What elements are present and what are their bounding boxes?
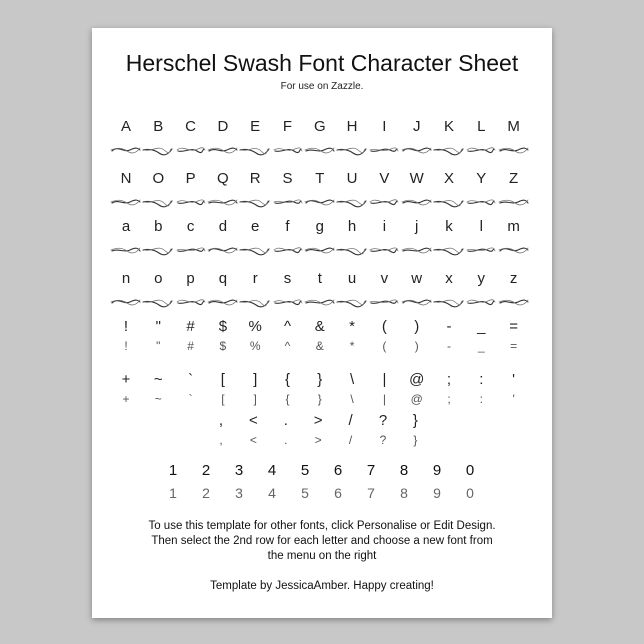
character-glyph: ; (446, 371, 452, 388)
swash-stroke (434, 149, 463, 155)
sample-font-glyph[interactable]: _ (477, 339, 485, 353)
character-glyph: > (313, 412, 323, 429)
swash-stroke (143, 249, 172, 255)
character-glyph: P (185, 170, 196, 187)
sample-font-glyph[interactable]: ' (512, 392, 515, 406)
character-glyph: V (379, 170, 390, 187)
character-glyph: | (382, 371, 387, 388)
swash-stroke (499, 248, 528, 253)
swash-stroke (208, 248, 237, 253)
sample-font-glyph[interactable]: + (122, 392, 130, 406)
swash-stroke (208, 148, 237, 153)
character-glyph: F (282, 118, 293, 135)
character-glyph: j (415, 218, 419, 235)
swash-stroke (143, 149, 172, 155)
character-glyph: 8 (399, 462, 409, 479)
swash-stroke (337, 201, 366, 207)
swash-sample-glyph[interactable] (272, 144, 304, 156)
character-glyph: \ (350, 371, 355, 388)
character-glyph: = (509, 318, 518, 335)
swash-sample-glyph[interactable] (433, 244, 465, 256)
sample-font-glyph[interactable]: 2 (202, 485, 210, 501)
swash-sample-glyph[interactable] (207, 196, 239, 208)
swash-stroke (111, 200, 140, 205)
character-glyph: D (217, 118, 229, 135)
character-glyph: ~ (153, 371, 163, 388)
swash-stroke (468, 301, 494, 305)
swash-sample-glyph[interactable] (175, 196, 207, 208)
character-glyph: " (155, 318, 161, 335)
character-glyph: ' (512, 371, 516, 388)
character-glyph: ) (414, 318, 420, 335)
character-glyph: k (445, 218, 453, 235)
swash-sample-glyph[interactable] (336, 244, 368, 256)
character-glyph: ` (188, 371, 194, 388)
character-glyph: Z (509, 170, 519, 187)
sample-font-glyph[interactable]: 8 (400, 485, 408, 501)
character-glyph: 6 (333, 462, 343, 479)
sample-font-glyph[interactable]: " (156, 339, 161, 353)
sample-font-glyph[interactable]: 5 (301, 485, 309, 501)
sample-font-glyph[interactable]: [ (221, 392, 225, 406)
swash-stroke (178, 149, 204, 153)
swash-sample-glyph[interactable] (401, 196, 433, 208)
sample-font-glyph[interactable]: $ (219, 339, 227, 353)
swash-stroke (111, 148, 140, 153)
character-glyph: a (121, 218, 131, 235)
swash-stroke (178, 301, 204, 305)
character-glyph: d (218, 218, 228, 235)
swash-sample-glyph[interactable] (239, 144, 271, 156)
character-glyph: K (443, 118, 454, 135)
sample-font-glyph[interactable]: @ (410, 392, 423, 406)
sample-font-glyph[interactable]: = (510, 339, 518, 353)
swash-sample-glyph[interactable] (175, 244, 207, 256)
character-glyph: z (509, 270, 518, 287)
character-glyph: + (121, 371, 131, 388)
sample-font-glyph[interactable]: 1 (169, 485, 177, 501)
sample-font-glyph[interactable]: 3 (235, 485, 243, 501)
character-glyph: / (348, 412, 353, 429)
character-glyph: o (154, 270, 163, 287)
swash-sample-glyph[interactable] (368, 296, 400, 308)
character-glyph: q (218, 270, 228, 287)
swash-sample-glyph[interactable] (498, 144, 530, 156)
swash-sample-glyph[interactable] (465, 196, 497, 208)
page-title: Herschel Swash Font Character Sheet (125, 50, 519, 76)
swash-stroke (337, 301, 366, 307)
sample-font-glyph[interactable]: } (317, 392, 322, 406)
instructions-line: Then select the 2nd row for each letter and choose a new font from (151, 535, 493, 547)
character-glyph: 4 (267, 462, 277, 479)
swash-sample-glyph[interactable] (401, 244, 433, 256)
sample-font-glyph[interactable]: 4 (268, 485, 276, 501)
template-credit: Template by JessicaAmber. Happy creating! (210, 580, 434, 592)
swash-sample-glyph[interactable] (368, 196, 400, 208)
swash-sample-glyph[interactable] (433, 144, 465, 156)
swash-stroke (370, 200, 398, 203)
character-glyph: 2 (201, 462, 211, 479)
swash-sample-glyph[interactable] (336, 196, 368, 208)
character-glyph: E (250, 118, 261, 135)
swash-sample-glyph[interactable] (401, 296, 433, 308)
swash-stroke (305, 200, 334, 205)
character-glyph: * (349, 318, 356, 335)
swash-sample-glyph[interactable] (304, 296, 336, 308)
character-glyph: C (185, 118, 197, 135)
swash-sample-glyph[interactable] (433, 296, 465, 308)
character-glyph: W (409, 170, 424, 187)
sample-font-glyph[interactable]: { (285, 392, 290, 406)
character-glyph: & (314, 318, 325, 335)
instructions-line: To use this template for other fonts, click Personalise or Edit Design. (148, 520, 496, 532)
sample-font-glyph[interactable]: - (447, 339, 451, 353)
swash-sample-glyph[interactable] (110, 244, 142, 256)
character-glyph: @ (409, 371, 425, 388)
character-glyph: 5 (300, 462, 310, 479)
swash-stroke (177, 148, 205, 151)
character-glyph: l (479, 218, 483, 235)
swash-sample-glyph[interactable] (142, 244, 174, 256)
sample-font-glyph[interactable]: \ (350, 392, 354, 406)
swash-stroke (274, 248, 302, 251)
sample-font-glyph[interactable]: | (382, 392, 386, 406)
instructions (92, 519, 552, 564)
character-glyph: p (186, 270, 195, 287)
swash-sample-glyph[interactable] (207, 296, 239, 308)
character-glyph: m (507, 218, 520, 235)
swash-stroke (468, 201, 494, 205)
swash-sample-glyph[interactable] (239, 196, 271, 208)
swash-sample-glyph[interactable] (465, 144, 497, 156)
page-subtitle: For use on Zazzle. (280, 81, 364, 92)
character-glyph: 1 (168, 462, 178, 479)
character-glyph: i (382, 218, 387, 235)
swash-stroke (337, 149, 366, 155)
swash-sample-glyph[interactable] (110, 144, 142, 156)
swash-sample-glyph[interactable] (498, 296, 530, 308)
swash-sample-glyph[interactable] (336, 296, 368, 308)
swash-sample-glyph[interactable] (239, 296, 271, 308)
swash-sample-glyph[interactable] (498, 196, 530, 208)
sample-font-glyph[interactable]: 6 (334, 485, 342, 501)
swash-stroke (305, 248, 334, 253)
character-glyph: x (445, 270, 453, 287)
swash-stroke (240, 249, 269, 255)
character-glyph: } (412, 412, 418, 429)
character-glyph: N (120, 170, 132, 187)
character-glyph: M (507, 118, 520, 135)
sample-font-glyph[interactable]: ( (382, 339, 387, 353)
swash-stroke (467, 148, 495, 151)
character-glyph: S (282, 170, 293, 187)
swash-stroke (275, 301, 301, 305)
swash-sample-glyph[interactable] (142, 296, 174, 308)
swash-stroke (371, 249, 397, 253)
character-glyph: - (446, 318, 452, 335)
swash-sample-glyph[interactable] (304, 244, 336, 256)
sample-font-glyph[interactable]: ) (414, 339, 419, 353)
character-glyph: t (317, 270, 322, 287)
swash-stroke (499, 148, 528, 153)
character-glyph: u (347, 270, 357, 287)
sample-font-glyph[interactable]: 9 (433, 485, 441, 501)
character-glyph: 9 (432, 462, 442, 479)
character-glyph: f (285, 218, 290, 235)
swash-stroke (467, 300, 495, 303)
character-glyph: y (477, 270, 486, 287)
swash-stroke (177, 300, 205, 303)
character-glyph: ( (381, 318, 387, 335)
swash-sample-glyph[interactable] (239, 244, 271, 256)
character-glyph: R (249, 170, 261, 187)
swash-stroke (208, 300, 237, 305)
character-glyph: O (152, 170, 165, 187)
character-glyph: [ (220, 371, 225, 388)
swash-stroke (402, 200, 431, 205)
character-glyph: . (283, 412, 288, 429)
character-glyph: L (477, 118, 486, 135)
character-glyph: { (284, 371, 290, 388)
swash-stroke (468, 149, 494, 153)
swash-stroke (275, 149, 301, 153)
swash-stroke (499, 300, 528, 305)
sample-font-glyph[interactable]: > (314, 433, 322, 447)
character-glyph: 7 (366, 462, 376, 479)
character-glyph: , (218, 412, 224, 429)
swash-sample-glyph[interactable] (207, 144, 239, 156)
swash-stroke (434, 301, 463, 307)
character-glyph: ^ (283, 318, 292, 335)
swash-stroke (434, 249, 463, 255)
swash-sample-glyph[interactable] (304, 144, 336, 156)
instructions-line: the menu on the right (267, 550, 377, 562)
sample-font-glyph[interactable]: / (348, 433, 353, 447)
character-glyph: n (121, 270, 131, 287)
swash-sample-glyph[interactable] (142, 196, 174, 208)
character-glyph: ! (123, 318, 129, 335)
character-glyph: H (346, 118, 358, 135)
sample-font-glyph[interactable]: 7 (367, 485, 375, 501)
swash-sample-glyph[interactable] (368, 144, 400, 156)
swash-sample-glyph[interactable] (207, 244, 239, 256)
character-glyph: X (443, 170, 454, 187)
character-glyph: } (317, 371, 323, 388)
swash-stroke (178, 201, 204, 205)
swash-stroke (240, 201, 269, 207)
sample-font-glyph[interactable]: : (479, 392, 483, 406)
sample-font-glyph[interactable]: 0 (466, 485, 474, 501)
swash-sample-glyph[interactable] (498, 244, 530, 256)
character-glyph: c (186, 218, 195, 235)
swash-sample-glyph[interactable] (368, 244, 400, 256)
sample-font-glyph[interactable]: ` (188, 392, 193, 406)
swash-stroke (402, 148, 431, 153)
character-glyph: $ (218, 318, 228, 335)
character-glyph: v (380, 270, 389, 287)
character-glyph: s (283, 270, 292, 287)
character-glyph: g (315, 218, 324, 235)
swash-sample-glyph[interactable] (110, 296, 142, 308)
sample-font-glyph[interactable]: . (284, 433, 288, 447)
swash-sample-glyph[interactable] (142, 144, 174, 156)
character-glyph: : (479, 371, 484, 388)
character-glyph: e (251, 218, 260, 235)
character-glyph: J (412, 118, 421, 135)
character-glyph: ] (253, 371, 258, 388)
swash-stroke (402, 300, 431, 305)
sample-font-glyph[interactable]: , (219, 433, 223, 447)
sample-font-glyph[interactable]: ~ (154, 392, 162, 406)
swash-sample-glyph[interactable] (336, 144, 368, 156)
sample-font-glyph[interactable]: < (249, 433, 257, 447)
sample-font-glyph[interactable]: * (349, 339, 355, 353)
character-glyph: 0 (465, 462, 475, 479)
swash-sample-glyph[interactable] (110, 196, 142, 208)
character-glyph: h (347, 218, 357, 235)
character-glyph: Y (476, 170, 487, 187)
character-glyph: % (248, 318, 262, 335)
character-glyph: B (153, 118, 164, 135)
character-glyph: T (315, 170, 325, 187)
character-glyph: 3 (234, 462, 244, 479)
sample-font-glyph[interactable]: # (187, 339, 194, 353)
swash-stroke (371, 201, 397, 205)
swash-sample-glyph[interactable] (272, 244, 304, 256)
character-glyph: b (154, 218, 163, 235)
character-glyph: G (313, 118, 326, 135)
swash-sample-glyph[interactable] (272, 296, 304, 308)
swash-sample-glyph[interactable] (175, 144, 207, 156)
swash-stroke (275, 249, 301, 253)
character-glyph: U (346, 170, 358, 187)
sample-font-glyph[interactable]: ^ (284, 339, 291, 353)
swash-stroke (143, 301, 172, 307)
sample-font-glyph[interactable]: } (413, 433, 418, 447)
character-glyph: w (411, 270, 423, 287)
character-glyph: A (120, 118, 131, 135)
sample-font-glyph[interactable]: ! (124, 339, 128, 353)
character-glyph: Q (217, 170, 229, 187)
character-sheet (92, 28, 552, 618)
sample-font-glyph[interactable]: ; (447, 392, 451, 406)
sample-font-glyph[interactable]: ] (253, 392, 257, 406)
swash-sample-glyph[interactable] (272, 196, 304, 208)
swash-stroke (111, 300, 140, 305)
swash-sample-glyph[interactable] (401, 144, 433, 156)
sample-font-glyph[interactable]: % (249, 339, 261, 353)
character-glyph: < (249, 412, 258, 429)
swash-sample-glyph[interactable] (465, 296, 497, 308)
character-glyph: r (252, 270, 258, 287)
swash-sample-glyph[interactable] (304, 196, 336, 208)
character-glyph: I (382, 118, 387, 135)
character-glyph: _ (477, 318, 486, 335)
character-glyph: # (186, 318, 195, 335)
swash-sample-glyph[interactable] (175, 296, 207, 308)
character-glyph: ? (378, 412, 388, 429)
sample-font-glyph[interactable]: ? (379, 433, 387, 447)
sample-font-glyph[interactable]: & (315, 339, 324, 353)
swash-sample-glyph[interactable] (433, 196, 465, 208)
swash-sample-glyph[interactable] (465, 244, 497, 256)
